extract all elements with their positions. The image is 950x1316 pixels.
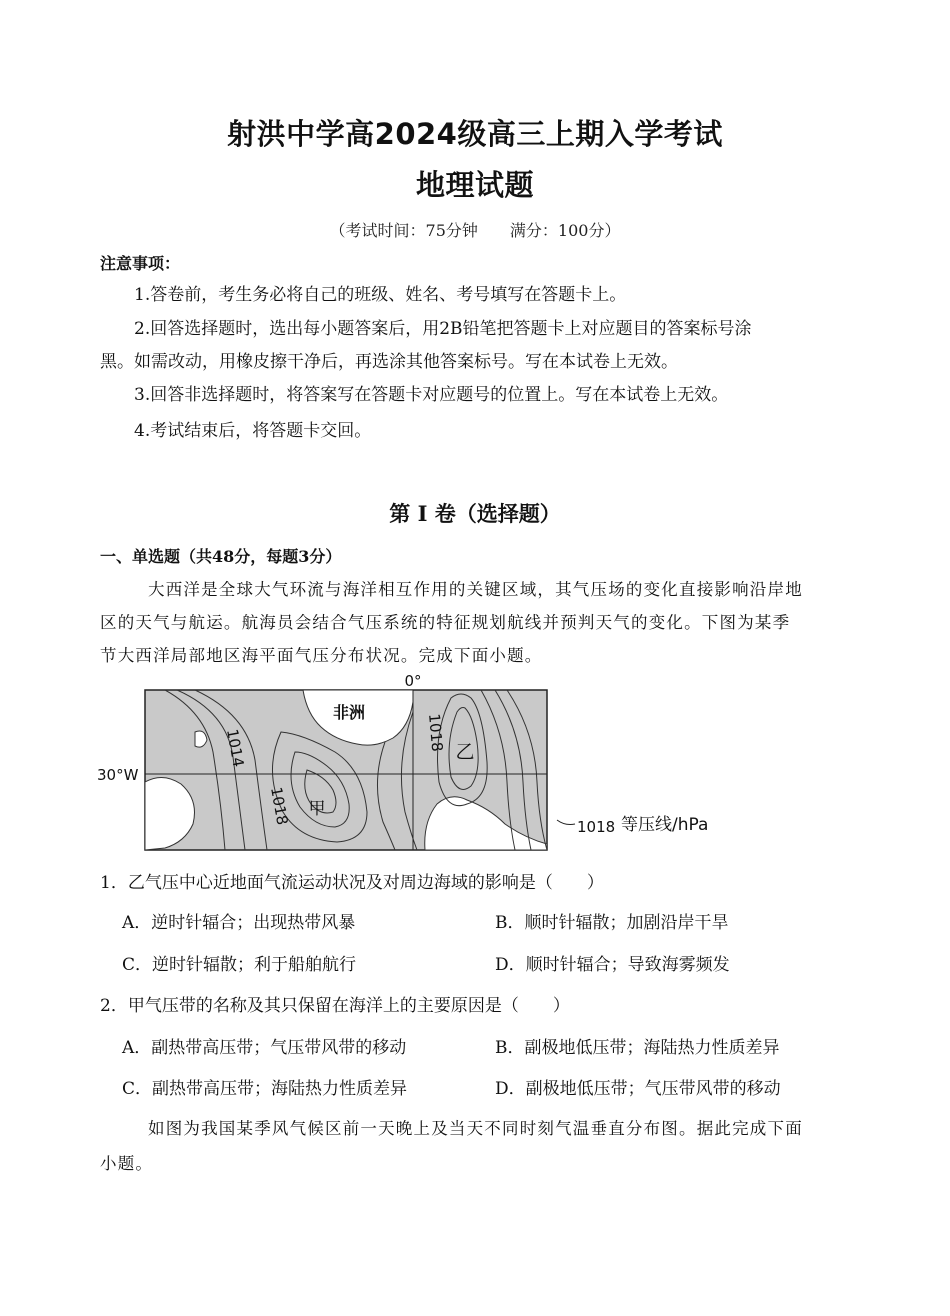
lon-label: 0° (404, 672, 422, 690)
notice-item-1: 1.答卷前，考生务必将自己的班级、姓名、考号填写在答题卡上。 (134, 285, 627, 305)
notice-item-4: 4.考试结束后，将答题卡交回。 (134, 421, 372, 441)
q2-option-b[interactable]: B．副极地低压带；海陆热力性质差异 (495, 1038, 780, 1058)
notice-item-2a: 2.回答选择题时，选出每小题答案后，用2B铅笔把答题卡上对应题目的答案标号涂 (134, 319, 752, 339)
passage1-line3: 节大西洋局部地区海平面气压分布状况。完成下面小题。 (100, 646, 543, 665)
legend-text: 等压线/hPa (621, 815, 709, 835)
passage1-line2: 区的天气与航运。航海员会结合气压系统的特征规划航线并预判天气的变化。下图为某季 (100, 613, 791, 632)
center-jia: 甲 (308, 799, 326, 819)
q1-stem: 1．乙气压中心近地面气流运动状况及对周边海域的影响是（ ） (100, 873, 604, 893)
q1-option-d[interactable]: D．顺时针辐合；导致海雾频发 (495, 955, 730, 975)
passage1-line1: 大西洋是全球大气环流与海洋相互作用的关键区域，其气压场的变化直接影响沿岸地 (148, 580, 803, 599)
notice-item-3: 3.回答非选择题时，将答案写在答题卡对应题号的位置上。写在本试卷上无效。 (134, 385, 729, 405)
africa-label: 非洲 (332, 703, 366, 722)
passage2-line1: 如图为我国某季风气候区前一天晚上及当天不同时刻气温垂直分布图。据此完成下面 (148, 1119, 803, 1138)
pressure-map (95, 672, 735, 857)
exam-info: （考试时间：75分钟 满分：100分） (329, 221, 621, 240)
part-heading: 一、单选题（共48分，每题3分） (100, 547, 342, 566)
section-title: 第 I 卷（选择题） (389, 501, 561, 526)
notice-heading: 注意事项： (100, 254, 181, 273)
subject-title: 地理试题 (415, 168, 534, 202)
isobar-label-1018-right: 1018 (425, 712, 447, 753)
center-yi: 乙 (455, 741, 475, 763)
passage2-line2: 小题。 (100, 1154, 154, 1173)
q1-option-b[interactable]: B．顺时针辐散；加剧沿岸干旱 (495, 913, 729, 933)
q1-option-c[interactable]: C．逆时针辐散；利于船舶航行 (122, 955, 357, 975)
legend-isobar-sample (557, 820, 575, 825)
legend-value: 1018 (577, 818, 616, 836)
isobar-label-1018-left: 1018 (267, 785, 292, 827)
q2-option-d[interactable]: D．副极地低压带；气压带风带的移动 (495, 1079, 781, 1099)
q2-option-c[interactable]: C．副热带高压带；海陆热力性质差异 (122, 1079, 408, 1099)
q2-option-a[interactable]: A．副热带高压带；气压带风带的移动 (122, 1038, 407, 1058)
exam-title: 射洪中学高2024级高三上期入学考试 (227, 117, 723, 151)
isobar-label-1014: 1014 (223, 727, 248, 769)
q1-option-a[interactable]: A．逆时针辐合；出现热带风暴 (122, 913, 356, 933)
notice-item-2b: 黑。如需改动，用橡皮擦干净后，再选涂其他答案标号。写在本试卷上无效。 (100, 352, 678, 372)
q2-stem: 2．甲气压带的名称及其只保留在海洋上的主要原因是（ ） (100, 996, 570, 1016)
lat-label: 30°W (97, 766, 139, 784)
